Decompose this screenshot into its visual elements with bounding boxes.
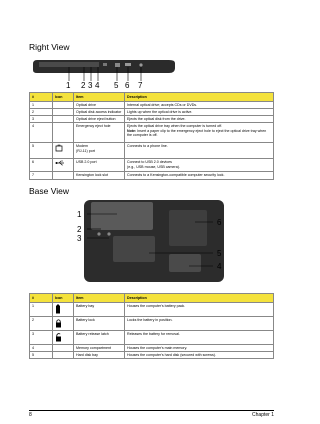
row-icon	[53, 331, 74, 345]
row-item: Hard disk bay	[74, 352, 125, 359]
row-item: Battery release latch	[74, 331, 125, 345]
note-text: Insert a paper clip to the emergency eject hole to eject the optical drive tray when the computer is off.	[127, 128, 267, 137]
col-header-item: Item	[74, 294, 125, 303]
base-view-heading: Base View	[29, 186, 70, 196]
row-icon	[53, 159, 74, 172]
description-note	[127, 129, 271, 137]
row-icon	[53, 345, 74, 352]
usb-icon	[55, 160, 65, 166]
row-description	[125, 159, 274, 172]
row-item	[74, 143, 125, 159]
table-row	[30, 303, 274, 317]
row-num: 4	[30, 345, 53, 352]
callout-7: 7	[138, 81, 143, 89]
table-row	[30, 345, 274, 352]
row-icon	[53, 102, 74, 109]
row-icon	[53, 317, 74, 331]
row-num: 2	[30, 109, 53, 116]
table-row	[30, 352, 274, 359]
row-item: USB 2.0 port	[74, 159, 125, 172]
table-row	[30, 109, 274, 116]
row-description: Houses the computer's hard disk (secured with screws).	[125, 352, 274, 359]
unlock-icon	[55, 332, 62, 342]
callout-3: 3	[88, 81, 93, 89]
item-text: Modem	[76, 144, 88, 149]
row-icon	[53, 303, 74, 317]
right-view-laptop-image	[29, 54, 179, 89]
row-num: 3	[30, 116, 53, 123]
row-description: Connects to a Kensington-compatible computer security lock.	[125, 172, 274, 179]
table-row	[30, 331, 274, 345]
cooling-area	[169, 210, 207, 246]
row-item: Optical disk access indicator	[74, 109, 125, 116]
row-num: 5	[30, 352, 53, 359]
table-row	[30, 123, 274, 143]
right-view-table	[29, 92, 274, 180]
table-row	[30, 317, 274, 331]
callout-4: 4	[217, 262, 222, 271]
description-text: Connect to USB 2.0 devices	[127, 160, 172, 165]
col-header-num: #	[30, 294, 53, 303]
row-item: Optical drive eject button	[74, 116, 125, 123]
base-view-laptop-image	[29, 198, 244, 286]
callout-6: 6	[125, 81, 130, 89]
row-item: Battery bay	[74, 303, 125, 317]
modem-port	[115, 63, 120, 67]
row-description: Connects to a phone line.	[125, 143, 274, 159]
col-header-item: Item	[74, 93, 125, 102]
callout-1: 1	[77, 210, 82, 219]
callout-5: 5	[217, 249, 222, 258]
row-item: Kensington lock slot	[74, 172, 125, 179]
row-icon	[53, 352, 74, 359]
item-text-line2: (RJ-11) port	[76, 148, 95, 153]
lock-icon	[55, 318, 62, 328]
row-icon	[53, 143, 74, 159]
callout-2: 2	[81, 81, 86, 89]
callout-5: 5	[114, 81, 119, 89]
footer-divider	[29, 410, 274, 411]
col-header-description: Description	[125, 93, 274, 102]
row-icon	[53, 109, 74, 116]
row-description: Ejects the optical disk from the drive.	[125, 116, 274, 123]
row-description: Houses the computer's main memory.	[125, 345, 274, 352]
note-label: Note:	[127, 128, 137, 133]
row-item: Emergency eject hole	[74, 123, 125, 143]
row-item: Optical drive	[74, 102, 125, 109]
table-row	[30, 159, 274, 172]
callout-3: 3	[77, 234, 82, 243]
table-row	[30, 143, 274, 159]
phone-jack-icon	[55, 144, 63, 152]
col-header-icon: Icon	[53, 93, 74, 102]
row-num: 1	[30, 303, 53, 317]
right-view-heading: Right View	[29, 42, 70, 52]
callout-1: 1	[66, 81, 71, 89]
memory-compartment	[169, 254, 201, 272]
hard-disk-bay	[113, 236, 155, 262]
col-header-icon: Icon	[53, 294, 74, 303]
row-icon	[53, 123, 74, 143]
row-num: 6	[30, 159, 53, 172]
row-description: Lights up when the optical drive is active.	[125, 109, 274, 116]
optical-drive-slot	[39, 62, 99, 67]
table-row	[30, 116, 274, 123]
table-row	[30, 102, 274, 109]
row-num: 3	[30, 331, 53, 345]
row-num: 2	[30, 317, 53, 331]
row-description: Locks the battery in position.	[125, 317, 274, 331]
row-description: Houses the computer's battery pack.	[125, 303, 274, 317]
page-number: 8	[29, 412, 32, 418]
row-icon	[53, 172, 74, 179]
kensington-slot	[139, 63, 142, 66]
row-num: 4	[30, 123, 53, 143]
col-header-num: #	[30, 93, 53, 102]
description-text: Ejects the optical drive tray when the computer is turned off.	[127, 124, 223, 129]
callout-2: 2	[77, 225, 82, 234]
description-text-line2: (e.g., USB mouse, USB camera).	[127, 164, 180, 169]
row-item: Battery lock	[74, 317, 125, 331]
callout-4: 4	[95, 81, 100, 89]
col-header-description: Description	[125, 294, 274, 303]
battery-bay	[91, 202, 153, 230]
battery-icon	[55, 304, 61, 314]
usb-port	[125, 63, 131, 66]
row-num: 5	[30, 143, 53, 159]
chapter-label: Chapter 1	[252, 412, 274, 418]
row-icon	[53, 116, 74, 123]
table-row	[30, 172, 274, 179]
base-view-table	[29, 293, 274, 359]
row-num: 1	[30, 102, 53, 109]
row-description	[125, 123, 274, 143]
row-num: 7	[30, 172, 53, 179]
row-description: Internal optical drive; accepts CDs or DVDs.	[125, 102, 274, 109]
eject-button	[103, 63, 107, 66]
row-item: Memory compartment	[74, 345, 125, 352]
row-description: Releases the battery for removal.	[125, 331, 274, 345]
callout-6: 6	[217, 218, 222, 227]
